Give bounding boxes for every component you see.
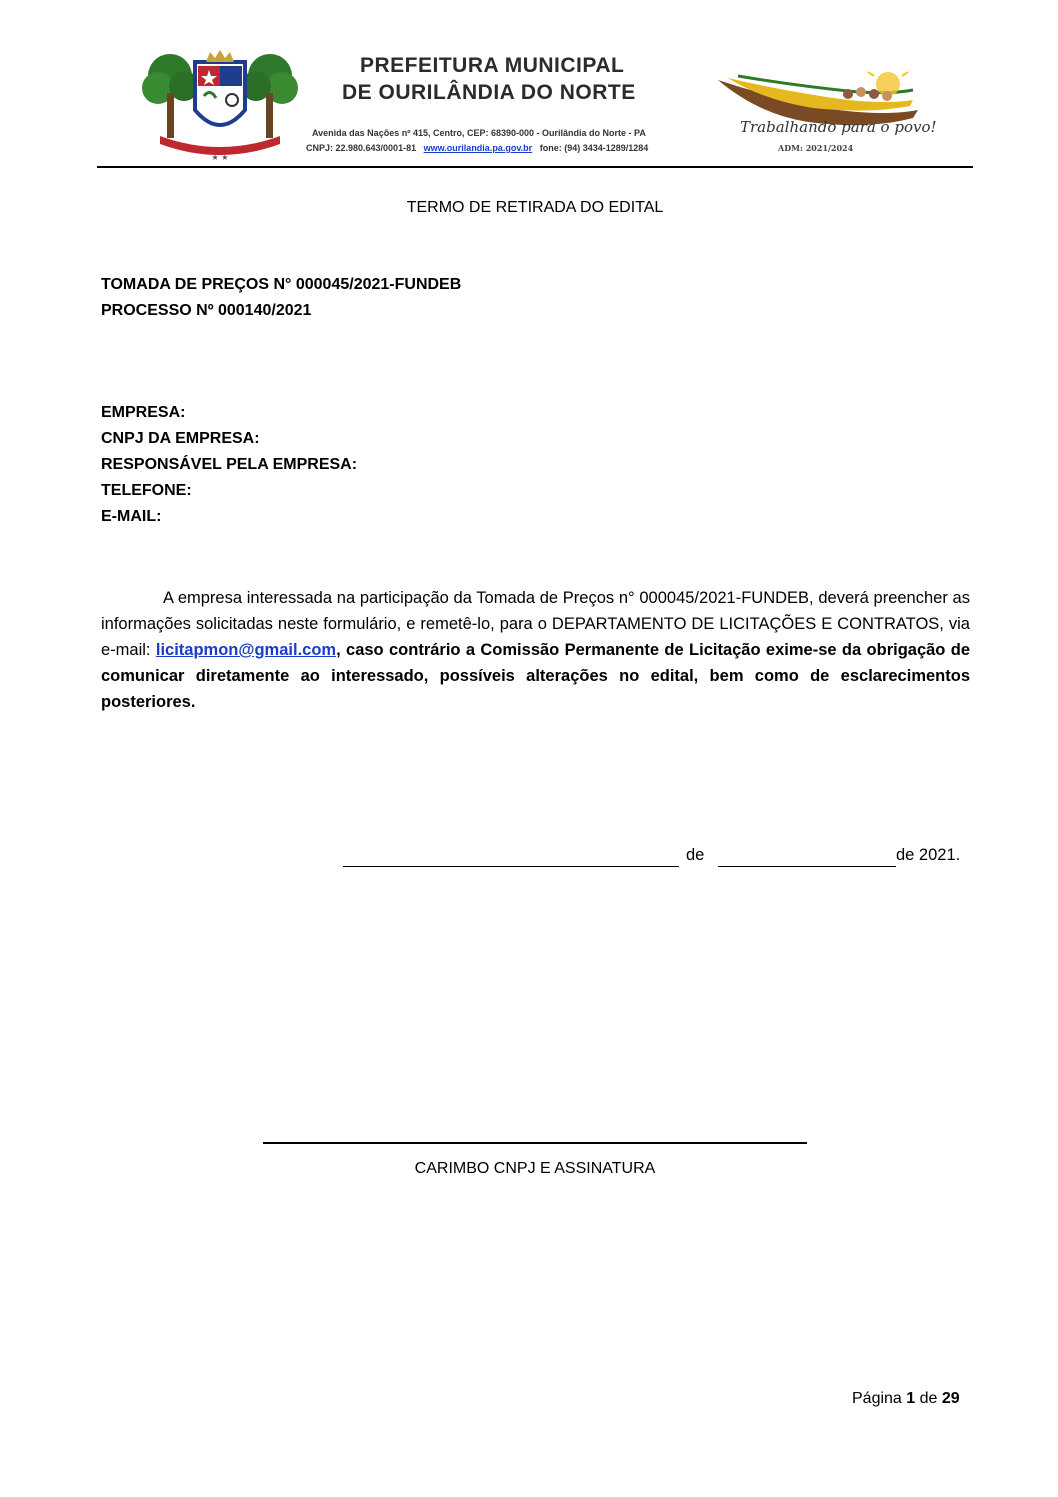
date-year-text: de 2021. (896, 846, 961, 864)
date-month-blank (718, 866, 896, 867)
header-cnpj: CNPJ: 22.980.643/0001-81 (306, 143, 417, 153)
paragraph-intro: A empresa interessada na participação da Tomada de Preços n° 000045/2021-FUNDEB, deverá preencher as informações solicitadas neste formulário, e remetê-lo, para o DEPARTAMENTO DE LICITAÇÕES E CONTRATOS, via e-mail: (101, 589, 970, 659)
header-website-link[interactable]: www.ourilandia.pa.gov.br (423, 143, 533, 153)
header-adm: ADM: 2021/2024 (778, 143, 854, 153)
page-number (852, 1390, 960, 1408)
field-empresa-label: EMPRESA: (101, 404, 186, 421)
signature-label: CARIMBO CNPJ E ASSINATURA (414, 1160, 656, 1177)
field-email-label: E-MAIL: (101, 508, 162, 525)
header-title-line2: DE OURILÂNDIA DO NORTE (342, 81, 636, 104)
document-title: TERMO DE RETIRADA DO EDITAL (406, 199, 664, 216)
municipal-crest-logo (140, 48, 300, 163)
header-title-line1: PREFEITURA MUNICIPAL (360, 54, 625, 77)
page-middle: de (915, 1390, 942, 1407)
header-address: Avenida das Nações nº 415, Centro, CEP: 68390-000 - Ourilândia do Norte - PA (312, 128, 646, 138)
header-contact (306, 143, 648, 153)
signature-line (263, 1142, 807, 1144)
field-telefone-label: TELEFONE: (101, 482, 192, 499)
letterhead (0, 0, 1058, 170)
instructions-paragraph (101, 585, 970, 715)
paragraph-warning: , caso contrário a Comissão Permanente de Licitação exime-se da obrigação de comunicar diretamente ao interessado, possíveis alterações no edital, bem como de esclarecimentos posteriores. (101, 641, 970, 711)
field-cnpj-label: CNPJ DA EMPRESA: (101, 430, 260, 447)
page-prefix: Página (852, 1390, 907, 1407)
header-slogan: Trabalhando para o povo! (740, 118, 937, 136)
page-current: 1 (906, 1390, 916, 1407)
header-divider (97, 166, 973, 168)
date-de-text: de (686, 846, 705, 864)
date-line (343, 846, 971, 872)
field-responsavel-label: RESPONSÁVEL PELA EMPRESA: (101, 456, 358, 473)
svg-text:★ ★: ★ ★ (211, 153, 229, 162)
processo-number: PROCESSO Nº 000140/2021 (101, 302, 312, 319)
tomada-precos-number: TOMADA DE PREÇOS N° 000045/2021-FUNDEB (101, 276, 462, 293)
email-link[interactable]: licitapmon@gmail.com (155, 641, 337, 659)
date-day-blank (343, 866, 679, 867)
page-total: 29 (941, 1390, 960, 1407)
header-phone: fone: (94) 3434-1289/1284 (539, 143, 649, 153)
